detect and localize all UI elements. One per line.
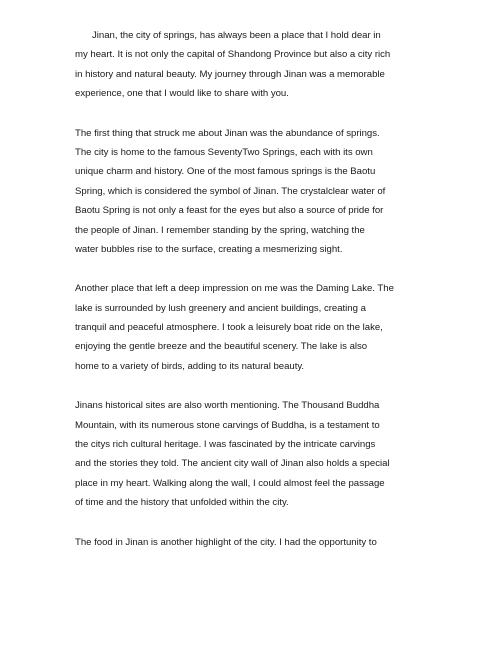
text-line: Spring, which is considered the symbol of Jinan. The crystalclear water of xyxy=(75,185,386,197)
text-line: tranquil and peaceful atmosphere. I took a leisurely boat ride on the lake, xyxy=(75,322,383,334)
paragraph-springs xyxy=(75,124,435,260)
text-line: the citys rich cultural heritage. I was fascinated by the intricate carvings xyxy=(75,439,376,451)
text-line: The food in Jinan is another highlight of the city. I had the opportunity to xyxy=(75,536,377,548)
text-line: The first thing that struck me about Jinan was the abundance of springs. xyxy=(75,127,380,139)
text-line: The city is home to the famous SeventyTwo Springs, each with its own xyxy=(75,146,373,158)
paragraph-intro xyxy=(75,26,435,104)
text-line: Baotu Spring is not only a feast for the eyes but also a source of pride for xyxy=(75,205,384,217)
document-page xyxy=(75,26,435,572)
text-line: Mountain, with its numerous stone carvings of Buddha, is a testament to xyxy=(75,419,380,431)
text-line: home to a variety of birds, adding to its natural beauty. xyxy=(75,360,305,372)
text-line: the people of Jinan. I remember standing by the spring, watching the xyxy=(75,224,365,236)
text-line: experience, one that I would like to share with you. xyxy=(75,88,289,100)
text-line: Jinan, the city of springs, has always been a place that I hold dear in xyxy=(92,30,381,41)
text-line: in history and natural beauty. My journey through Jinan was a memorable xyxy=(75,68,385,80)
paragraph-daming-lake xyxy=(75,279,435,376)
paragraph-historical-sites xyxy=(75,396,435,512)
paragraph-food xyxy=(75,533,435,552)
text-line: of time and the history that unfolded within the city. xyxy=(75,497,289,509)
text-line: lake is surrounded by lush greenery and ancient buildings, creating a xyxy=(75,302,366,314)
text-line: unique charm and history. One of the most famous springs is the Baotu xyxy=(75,166,376,178)
text-line: Another place that left a deep impression on me was the Daming Lake. The xyxy=(75,283,394,295)
text-line: and the stories they told. The ancient city wall of Jinan also holds a special xyxy=(75,458,390,470)
text-line: place in my heart. Walking along the wall, I could almost feel the passage xyxy=(75,477,385,489)
text-line: water bubbles rise to the surface, creating a mesmerizing sight. xyxy=(75,243,343,255)
text-line: my heart. It is not only the capital of Shandong Province but also a city rich xyxy=(75,49,391,61)
text-line: Jinans historical sites are also worth mentioning. The Thousand Buddha xyxy=(75,400,380,412)
text-line: enjoying the gentle breeze and the beautiful scenery. The lake is also xyxy=(75,341,368,353)
